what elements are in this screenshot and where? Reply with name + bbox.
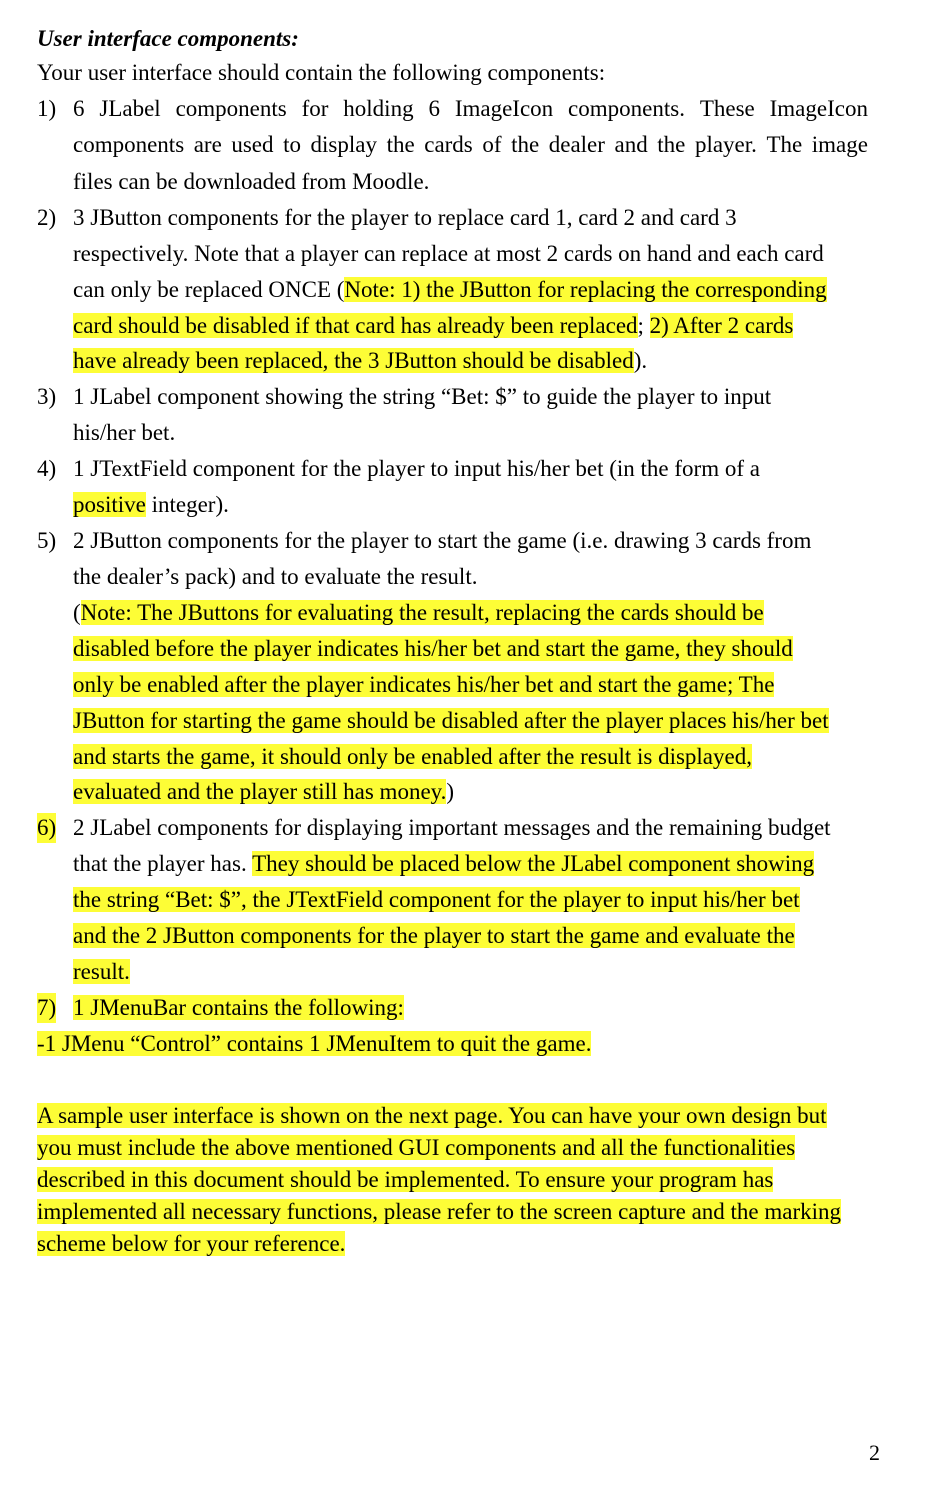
item-3-number: 3) <box>37 384 57 409</box>
item-5-number: 5) <box>37 528 57 553</box>
highlighted-note: you must include the above mentioned GUI components and all the functionalities <box>37 1135 796 1160</box>
item-2-line-1: 3 JButton components for the player to replace card 1, card 2 and card 3 <box>73 205 737 230</box>
item-6-line-5 <box>73 957 130 987</box>
highlighted-note: and starts the game, it should only be enabled after the result is displayed, <box>73 744 752 769</box>
word: are <box>193 132 222 157</box>
item-1-line-3: files can be downloaded from Moodle. <box>73 169 430 194</box>
text-run: can only be replaced ONCE ( <box>73 277 345 302</box>
word: dealer <box>548 132 605 157</box>
word: components. <box>568 96 685 121</box>
text-run: ; <box>637 313 650 338</box>
item-4-line-1: 1 JTextField component for the player to input his/her bet (in the form of a <box>73 456 760 481</box>
highlighted-note: They should be placed below the JLabel component showing <box>252 851 815 876</box>
item-5-note-3 <box>73 670 774 700</box>
word: cards <box>424 132 473 157</box>
highlighted-word: positive <box>73 492 146 517</box>
item-2-line-2: respectively. Note that a player can replace at most 2 cards on hand and each card <box>73 241 824 266</box>
word: for <box>301 96 329 121</box>
sample-line-4 <box>37 1197 841 1227</box>
highlighted-note: disabled before the player indicates his/her bet and start the game, they should <box>73 636 793 661</box>
word: the <box>511 132 540 157</box>
highlighted-note: only be enabled after the player indicates his/her bet and start the game; The <box>73 672 775 697</box>
intro-text: Your user interface should contain the following components: <box>37 60 606 85</box>
item-3-line-2: his/her bet. <box>73 420 176 445</box>
item-5-note-5 <box>73 742 752 772</box>
item-2-line-4 <box>73 311 793 341</box>
highlighted-note: 1 JMenuBar contains the following: <box>73 995 404 1020</box>
word: used <box>231 132 274 157</box>
sample-line-3 <box>37 1165 773 1195</box>
highlighted-note: described in this document should be implemented. To ensure your program has <box>37 1167 774 1192</box>
highlighted-note: result. <box>73 959 130 984</box>
section-heading: User interface components: <box>37 26 299 51</box>
item-1-line-2 <box>73 130 868 160</box>
sample-line-2 <box>37 1133 795 1163</box>
item-4-line-2 <box>73 490 229 520</box>
item-5-line-2: the dealer’s pack) and to evaluate the result. <box>73 564 478 589</box>
word: of <box>482 132 502 157</box>
text-run: that the player has. <box>73 851 253 876</box>
sample-line-5 <box>37 1229 345 1259</box>
item-7-number: 7) <box>37 993 56 1023</box>
item-5-line-1: 2 JButton components for the player to start the game (i.e. drawing 3 cards from <box>73 528 812 553</box>
highlighted-note: 2) After 2 cards <box>649 313 794 338</box>
text-run: ( <box>73 600 81 625</box>
item-6-line-4 <box>73 921 795 951</box>
item-5-note-2 <box>73 634 793 664</box>
item-5-note-4 <box>73 706 829 736</box>
item-6-line-2 <box>73 849 814 879</box>
word: The <box>766 132 803 157</box>
item-1-line-1 <box>73 94 868 124</box>
text-run: integer). <box>145 492 229 517</box>
word: ImageIcon <box>769 96 868 121</box>
item-2-line-3 <box>73 275 827 305</box>
highlighted-note: A sample user interface is shown on the next page. You can have your own design but <box>37 1103 827 1128</box>
word: image <box>811 132 868 157</box>
highlighted-note: and the 2 JButton components for the player to start the game and evaluate the <box>73 923 795 948</box>
highlighted-note: -1 JMenu “Control” contains 1 JMenuItem to quit the game. <box>37 1031 592 1056</box>
word: ImageIcon <box>454 96 554 121</box>
word: These <box>699 96 755 121</box>
highlighted-note: Note: 1) the JButton for replacing the corresponding <box>344 277 827 302</box>
text-run: ). <box>633 348 648 373</box>
item-3-line-1: 1 JLabel component showing the string “Bet: $” to guide the player to input <box>73 384 772 409</box>
word: JLabel <box>99 96 161 121</box>
highlighted-note: have already been replaced, the 3 JButton should be disabled <box>73 348 634 373</box>
item-5-note-6 <box>73 777 454 807</box>
word: and <box>614 132 648 157</box>
word: the <box>386 132 415 157</box>
word: 6 <box>73 96 85 121</box>
item-2-number: 2) <box>37 205 57 230</box>
word: the <box>657 132 686 157</box>
word: to <box>283 132 301 157</box>
item-6-line-1: 2 JLabel components for displaying important messages and the remaining budget <box>73 815 831 840</box>
item-7-line-1 <box>73 993 404 1023</box>
item-4-number: 4) <box>37 456 57 481</box>
highlighted-note: JButton for starting the game should be disabled after the player places his/her bet <box>73 708 829 733</box>
item-5-note-1 <box>73 598 764 628</box>
highlighted-note: the string “Bet: $”, the JTextField component for the player to input his/her bet <box>73 887 800 912</box>
word: display <box>310 132 377 157</box>
highlighted-note: evaluated and the player still has money. <box>73 779 447 804</box>
highlighted-note: scheme below for your reference. <box>37 1231 346 1256</box>
item-2-line-5 <box>73 346 647 376</box>
word: 6 <box>428 96 440 121</box>
sample-line-1 <box>37 1101 827 1131</box>
item-1-number: 1) <box>37 96 57 121</box>
word: components <box>73 132 185 157</box>
text-run: ) <box>446 779 455 804</box>
word: player. <box>694 132 757 157</box>
highlighted-note: Note: The JButtons for evaluating the result, replacing the cards should be <box>80 600 764 625</box>
highlighted-note: card should be disabled if that card has already been replaced <box>73 313 638 338</box>
page-number: 2 <box>869 1440 880 1465</box>
word: holding <box>343 96 414 121</box>
item-6-line-3 <box>73 885 800 915</box>
highlighted-note: implemented all necessary functions, please refer to the screen capture and the marking <box>37 1199 842 1224</box>
word: components <box>175 96 287 121</box>
item-6-number: 6) <box>37 813 56 843</box>
item-7-line-2 <box>37 1029 591 1059</box>
